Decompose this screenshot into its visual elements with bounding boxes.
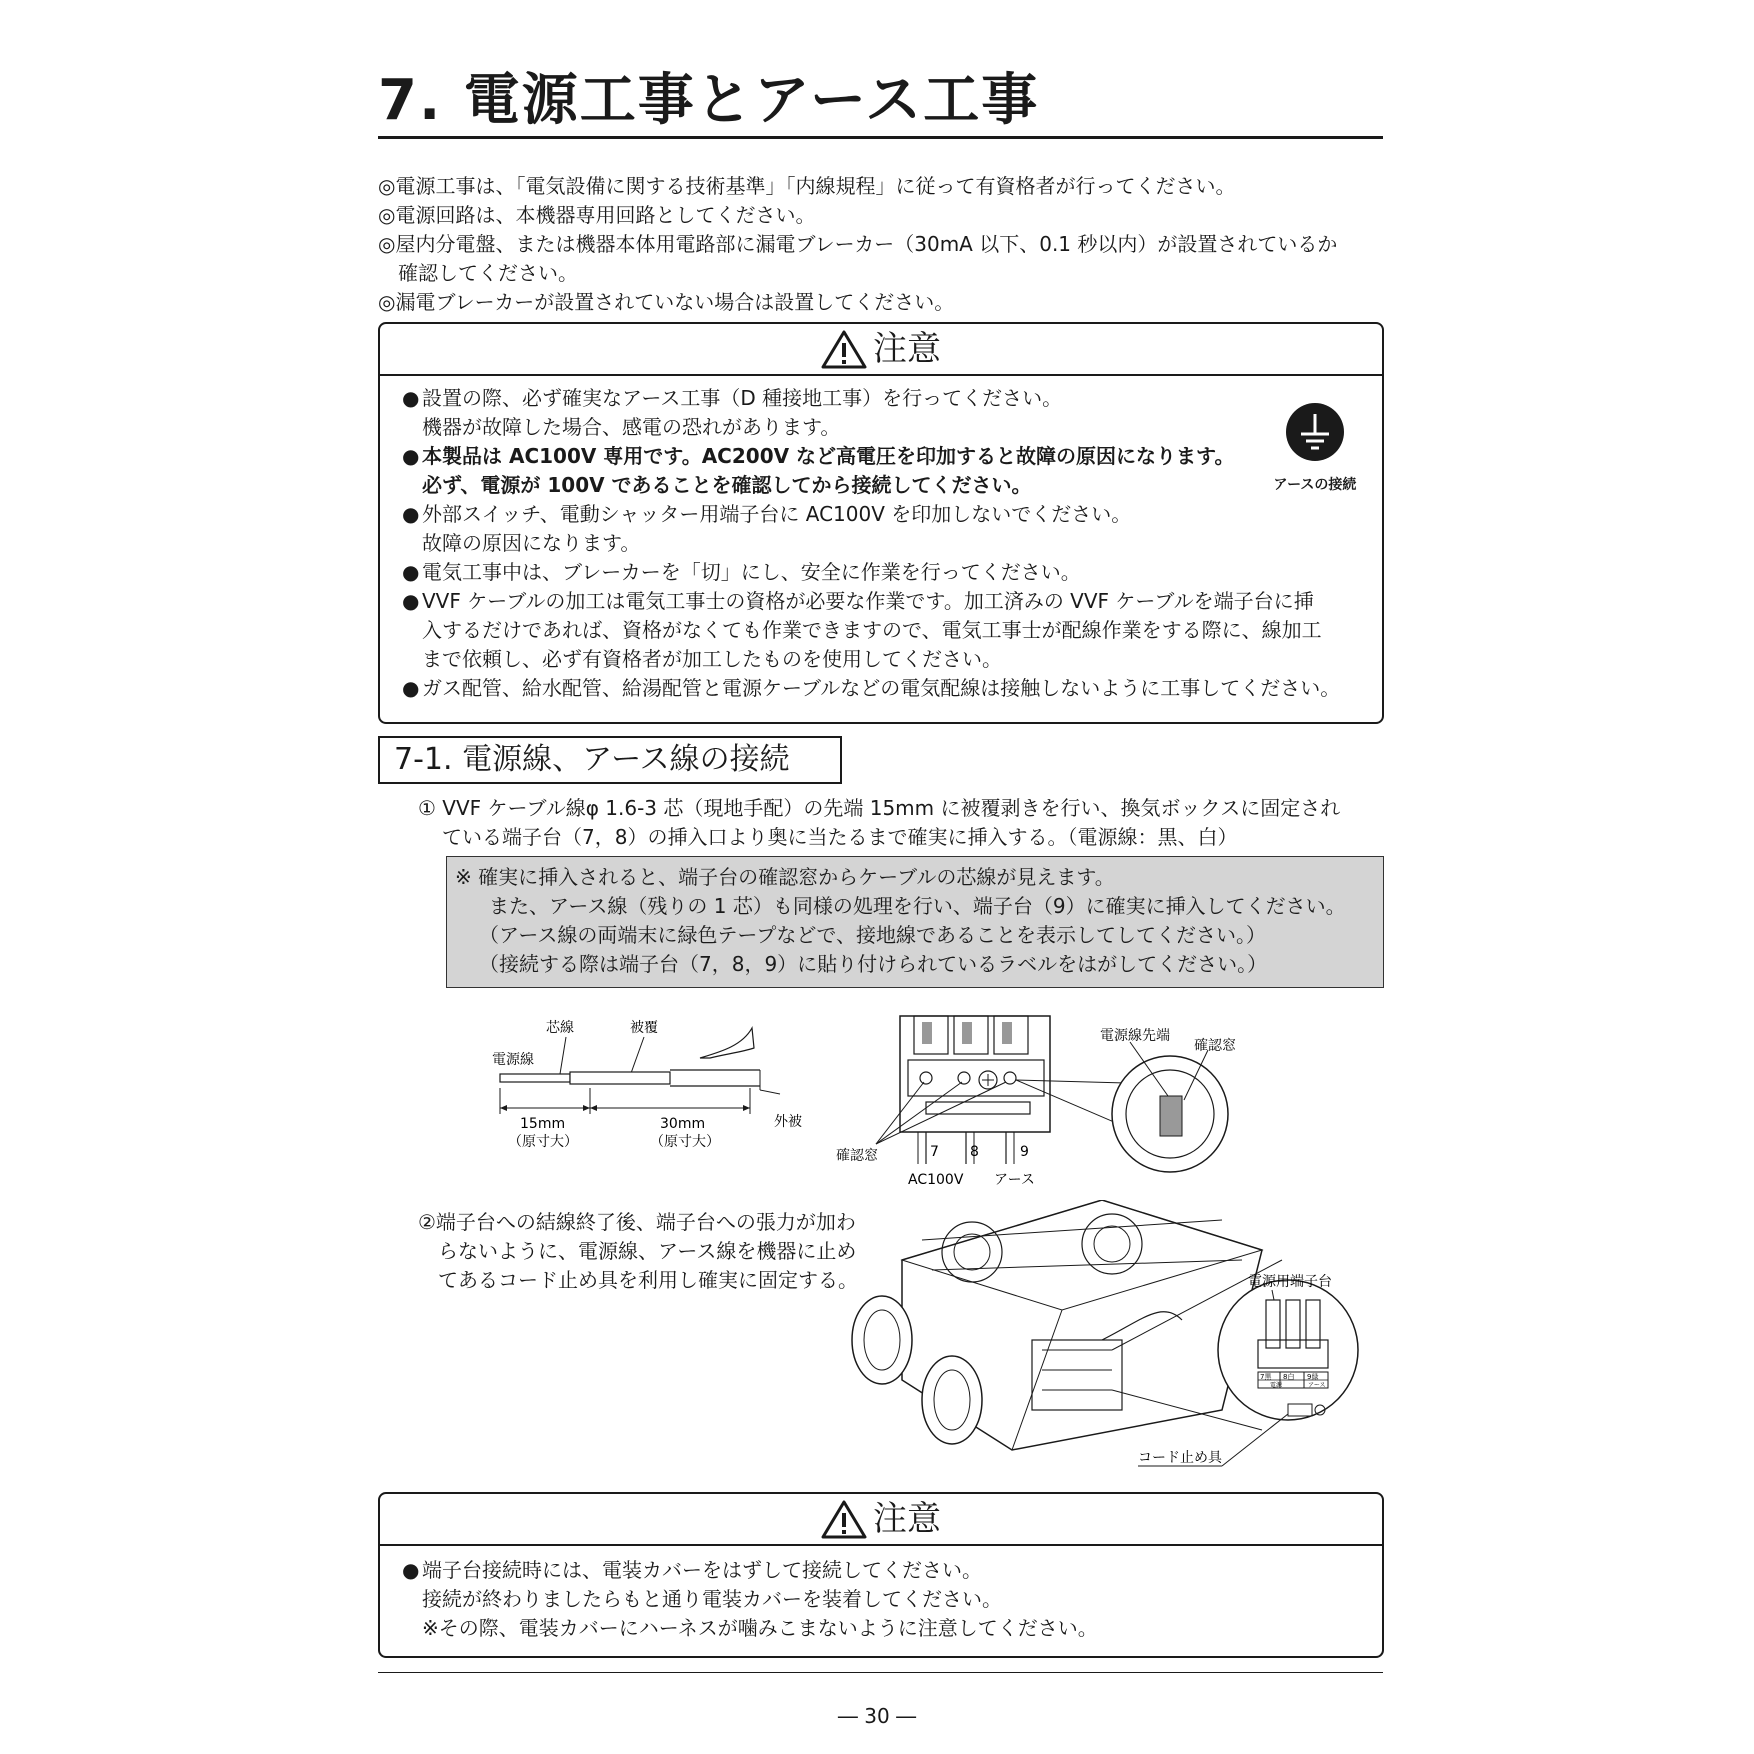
bullet-icon: ● [402, 502, 420, 526]
earth-label: アース [994, 1172, 1035, 1188]
window-label: 確認窓 [836, 1148, 878, 1164]
length-1-label: 15mm [520, 1116, 566, 1132]
ac100v-label: AC100V [908, 1172, 964, 1188]
caution-item-cont: 必ず、電源が 100V であることを確認してから接続してください。 [422, 473, 1032, 497]
caution-item-cont: 入するだけであれば、資格がなくても作業できますので、電気工事士が配線作業をする際に、線加工 [422, 618, 1322, 642]
note-box [446, 856, 1384, 988]
length-2-note: （原寸大） [650, 1134, 720, 1150]
label-7: 7黒 [1260, 1373, 1272, 1381]
bullet-icon: ● [402, 444, 420, 468]
caution-item: ● ガス配管、給水配管、給湯配管と電源ケーブルなどの電気配線は接触しないように工事してください。 [402, 674, 1362, 703]
caution-item-cont: 機器が故障した場合、感電の恐れがあります。 [422, 415, 841, 439]
outer-sheath-label: 外被 [774, 1114, 802, 1130]
caution-box-2 [378, 1492, 1384, 1658]
caution-item: ● 設置の際、必ず確実なアース工事（D 種接地工事）を行ってください。 [402, 384, 1362, 413]
title-rule [378, 136, 1383, 139]
power-wire-label: 電源線 [492, 1052, 534, 1068]
caution-item: ● 端子台接続時には、電装カバーをはずして接続してください。 [402, 1556, 1362, 1585]
terminal-9-label: 9 [1020, 1144, 1029, 1160]
bullet-icon: ● [402, 589, 420, 613]
step-2-line: ②端子台への結線終了後、端子台への張力が加わ [418, 1210, 856, 1234]
ground-label: アースの接続 [1273, 477, 1357, 493]
intro-line: ◎電源回路は、本機器専用回路としてください。 [378, 203, 816, 227]
caution-item-cont: まで依頼し、必ず有資格者が加工したものを使用してください。 [422, 647, 1002, 671]
core-label: 芯線 [546, 1020, 574, 1036]
caution-header [380, 1494, 1382, 1546]
caution-item: ● 本製品は AC100V 専用です。AC200V など高電圧を印加すると故障の原因になります。 [402, 442, 1362, 471]
terminal-8-label: 8 [970, 1144, 979, 1160]
intro-line: ◎漏電ブレーカーが設置されていない場合は設置してください。 [378, 290, 955, 314]
footer-rule [378, 1672, 1383, 1673]
caution-box-1 [378, 322, 1384, 724]
wire-tip-label: 電源線先端 [1100, 1028, 1170, 1044]
step-1 [418, 794, 1388, 852]
caution-item: ● 電気工事中は、ブレーカーを「切」にし、安全に作業を行ってください。 [402, 558, 1362, 587]
bullet-icon: ● [402, 560, 420, 584]
bullet-icon: ● [402, 676, 420, 700]
caution-list [402, 1556, 1362, 1643]
ground-icon [1285, 402, 1345, 462]
clamp-label: コード止め具 [1138, 1450, 1222, 1466]
bullet-icon: ● [402, 386, 420, 410]
caution-item-cont: 故障の原因になります。 [422, 531, 641, 555]
page-title: 7. 電源工事とアース工事 [378, 68, 1040, 133]
note-line: また、アース線（残りの 1 芯）も同様の処理を行い、端子台（9）に確実に挿入してください。 [489, 894, 1346, 918]
terminal-block-diagram [830, 1004, 1250, 1200]
step-2-line: てあるコード止め具を利用し確実に固定する。 [438, 1268, 858, 1292]
cable-strip-diagram [480, 1010, 820, 1170]
label-power: 電源 [1270, 1382, 1283, 1389]
label-9: 9緑 [1307, 1373, 1319, 1381]
step-1-line: ている端子台（7，8）の挿入口より奥に当たるまで確実に挿入する。（電源線：黒、白） [442, 825, 1238, 849]
intro-line: ◎電源工事は、「電気設備に関する技術基準」「内線規程」に従って有資格者が行ってください。 [378, 174, 1236, 198]
note-line: （接続する際は端子台（7，8，9）に貼り付けられているラベルをはがしてください。） [479, 952, 1268, 976]
label-8: 8白 [1283, 1373, 1295, 1381]
sheath-label: 被覆 [630, 1020, 658, 1036]
window-label-2: 確認窓 [1194, 1038, 1236, 1054]
intro-line: ◎屋内分電盤、または機器本体用電路部に漏電ブレーカー（30mA 以下、0.1 秒以内）が設置されているか [378, 232, 1338, 256]
caution-item: ● 外部スイッチ、電動シャッター用端子台に AC100V を印加しないでください。 [402, 500, 1362, 529]
ground-symbol [1260, 402, 1370, 494]
warning-triangle-icon [821, 1499, 867, 1539]
terminal-label: 電源用端子台 [1248, 1274, 1332, 1290]
caution-list [402, 384, 1362, 703]
step-2 [418, 1208, 858, 1295]
section-heading: 7-1. 電源線、アース線の接続 [378, 736, 842, 784]
caution-heading: 注意 [873, 329, 941, 369]
length-1-note: （原寸大） [508, 1134, 578, 1150]
intro-block [378, 172, 1388, 317]
step-1-line: ① VVF ケーブル線φ 1.6-3 芯（現地手配）の先端 15mm に被覆剥きを行い、換気ボックスに固定され [418, 796, 1341, 820]
bullet-icon: ● [402, 1558, 420, 1582]
warning-triangle-icon [821, 329, 867, 369]
note-line: ※ 確実に挿入されると、端子台の確認窓からケーブルの芯線が見えます。 [455, 865, 1115, 889]
note-line: （アース線の両端末に緑色テープなどで、接地線であることを表示してしてください。） [479, 923, 1266, 947]
step-2-line: らないように、電源線、アース線を機器に止め [438, 1239, 857, 1263]
label-earth: アース [1308, 1382, 1326, 1389]
page-number: ― 30 ― [837, 1704, 917, 1728]
caution-header [380, 324, 1382, 376]
terminal-7-label: 7 [930, 1144, 939, 1160]
unit-diagram [842, 1200, 1382, 1480]
intro-line: 確認してください。 [398, 261, 578, 285]
caution-heading: 注意 [873, 1499, 941, 1539]
caution-item-cont: 接続が終わりましたらもと通り電装カバーを装着してください。 [422, 1587, 1002, 1611]
length-2-label: 30mm [660, 1116, 706, 1132]
caution-item-cont: ※その際、電装カバーにハーネスが噛みこまないように注意してください。 [422, 1616, 1098, 1640]
caution-item: ● VVF ケーブルの加工は電気工事士の資格が必要な作業です。加工済みの VVF ケーブルを端子台に挿 [402, 587, 1362, 616]
